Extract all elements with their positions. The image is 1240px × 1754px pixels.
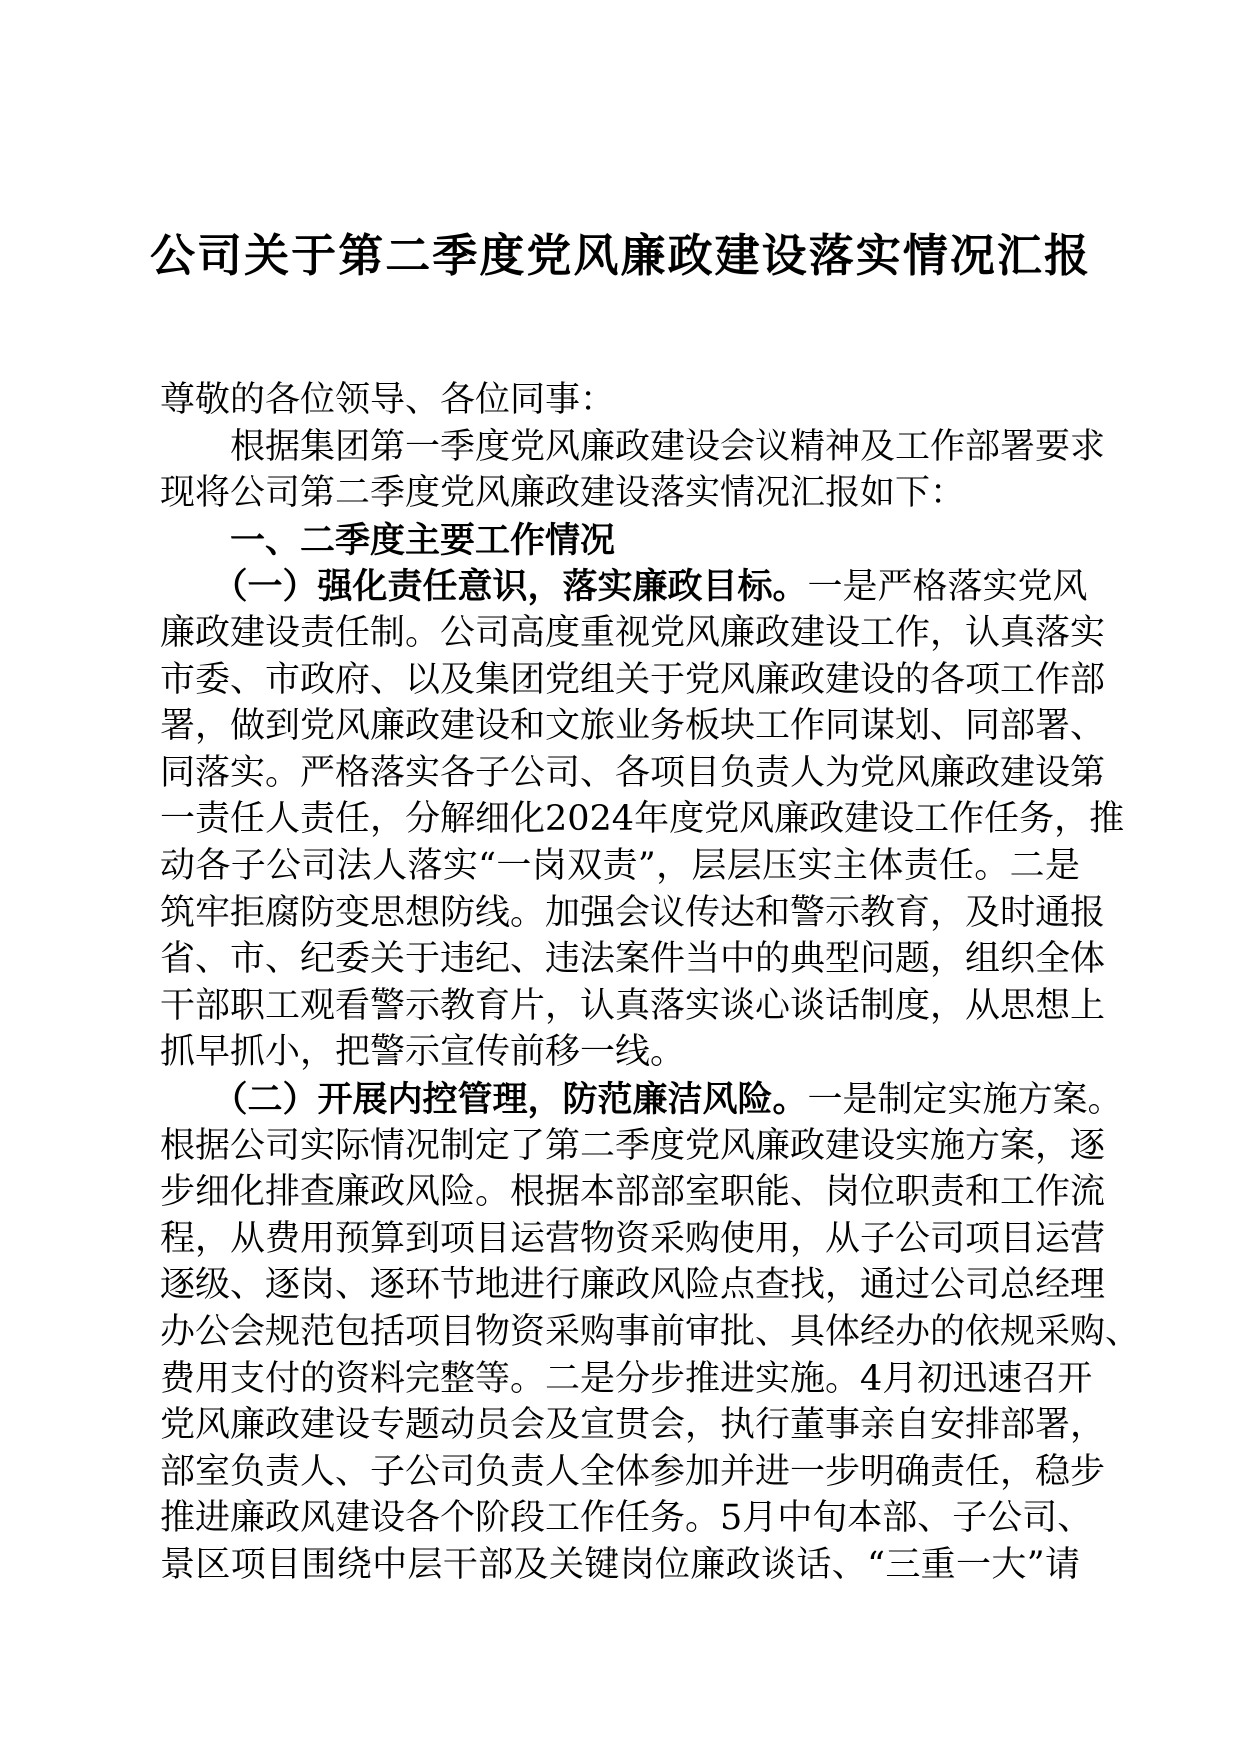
paragraph-text: 一是制定实施方案。 [807, 1080, 1123, 1120]
section-heading: 一、二季度主要工作情况 [160, 519, 616, 561]
paragraph-line [160, 1076, 1123, 1123]
paragraph-line: 党风廉政建设专题动员会及宣贯会，执行董事亲自安排部署， [160, 1405, 1106, 1446]
paragraph-line: 程，从费用预算到项目运营物资采购使用，从子公司项目运营 [160, 1218, 1106, 1259]
paragraph-line: 筑牢拒腐防变思想防线。加强会议传达和警示教育，及时通报 [160, 892, 1106, 933]
paragraph-line: 根据集团第一季度党风廉政建设会议精神及工作部署要求 [160, 426, 1106, 467]
paragraph-line: 推进廉政风建设各个阶段工作任务。5月中旬本部、子公司、 [160, 1498, 1093, 1539]
paragraph-line: 省、市、纪委关于违纪、违法案件当中的典型问题，组织全体 [160, 939, 1106, 980]
paragraph-line: 现将公司第二季度党风廉政建设落实情况汇报如下： [160, 473, 966, 514]
paragraph-line: 费用支付的资料完整等。二是分步推进实施。4月初迅速召开 [160, 1358, 1093, 1399]
subsection-heading: （一）强化责任意识，落实廉政目标。 [160, 566, 808, 608]
paragraph-text: 一是严格落实党风 [807, 567, 1088, 608]
paragraph-line: 动各子公司法人落实“一岗双责”，层层压实主体责任。二是 [160, 846, 1080, 886]
paragraph-line: 步细化排查廉政风险。根据本部部室职能、岗位职责和工作流 [160, 1172, 1106, 1213]
paragraph-line: 干部职工观看警示教育片，认真落实谈心谈话制度，从思想上 [160, 985, 1106, 1026]
paragraph-line: 部室负责人、子公司负责人全体参加并进一步明确责任，稳步 [160, 1451, 1106, 1492]
paragraph-line: 署，做到党风廉政建设和文旅业务板块工作同谋划、同部署、 [160, 706, 1106, 747]
paragraph-line: 抓早抓小，把警示宣传前移一线。 [160, 1032, 686, 1073]
subsection-heading: （二）开展内控管理，防范廉洁风险。 [160, 1079, 808, 1120]
paragraph-line: 一责任人责任，分解细化2024年度党风廉政建设工作任务，推 [160, 799, 1125, 840]
paragraph-line: 廉政建设责任制。公司高度重视党风廉政建设工作，认真落实 [160, 613, 1106, 653]
paragraph-line: 同落实。严格落实各子公司、各项目负责人为党风廉政建设第 [160, 752, 1106, 793]
paragraph-line: 市委、市政府、以及集团党组关于党风廉政建设的各项工作部 [160, 659, 1106, 700]
paragraph-line [160, 563, 1088, 610]
document-title: 公司关于第二季度党风廉政建设落实情况汇报 [150, 229, 1090, 282]
paragraph-line: 逐级、逐岗、逐环节地进行廉政风险点查找，通过公司总经理 [160, 1265, 1106, 1306]
paragraph-line: 办公会规范包括项目物资采购事前审批、具体经办的依规采购、 [160, 1312, 1141, 1352]
paragraph-line: 尊敬的各位领导、各位同事： [160, 380, 616, 420]
paragraph-line: 根据公司实际情况制定了第二季度党风廉政建设实施方案，逐 [160, 1125, 1106, 1166]
paragraph-line: 景区项目围绕中层干部及关键岗位廉政谈话、“三重一大”请 [160, 1545, 1080, 1585]
